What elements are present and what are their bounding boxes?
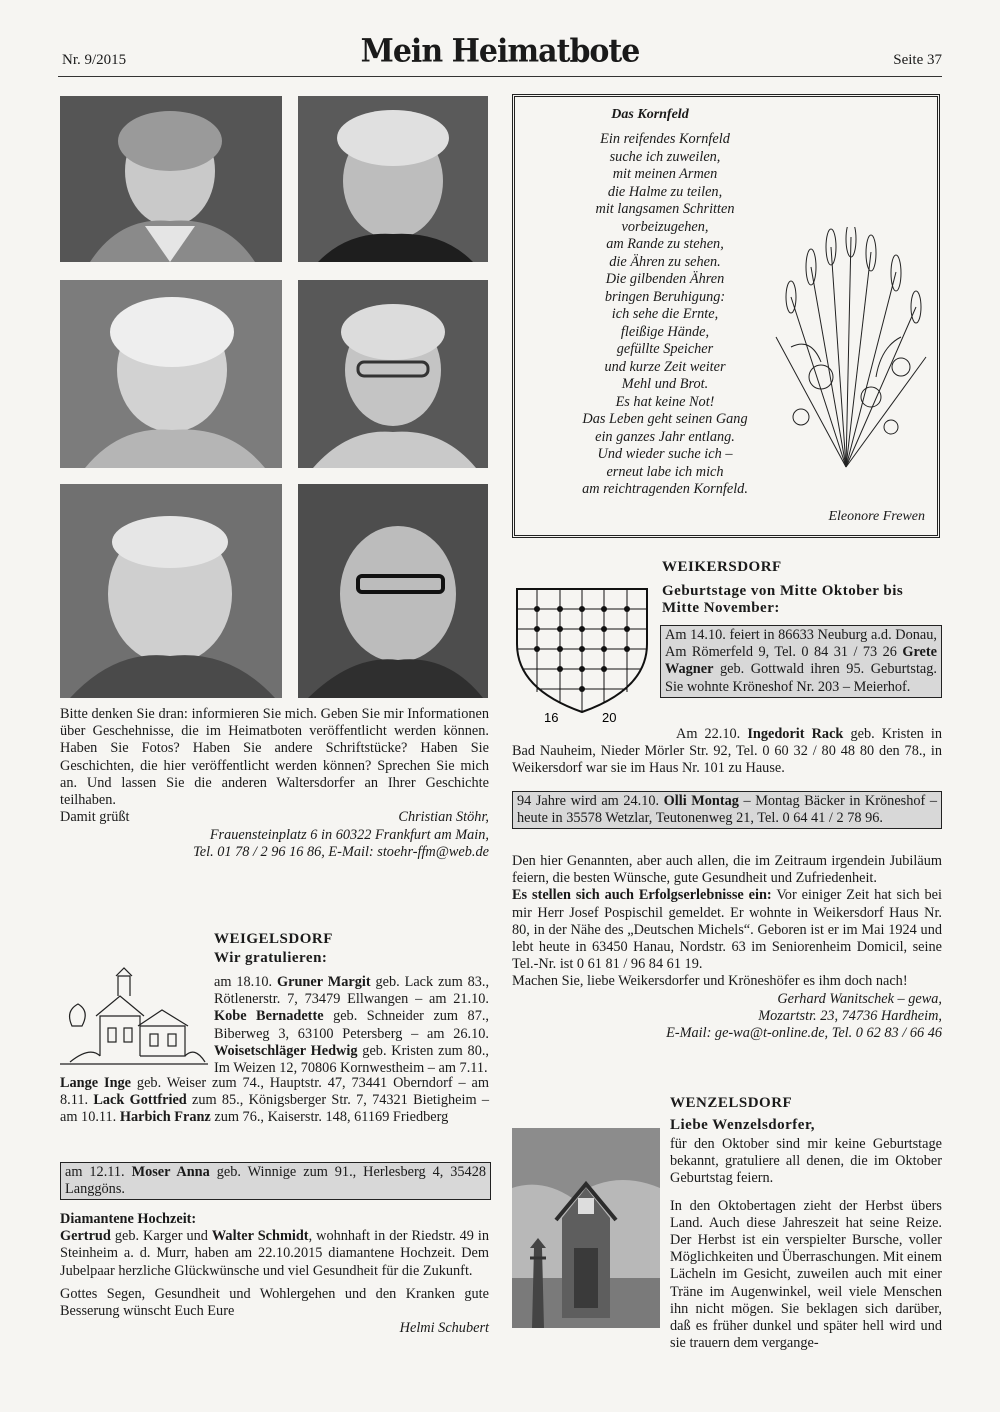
birthday-detail-6: zum 76., Kaiserstr. 148, 61169 Friedberg <box>214 1109 449 1126</box>
birthday-name-4: Lange Inge <box>60 1075 132 1091</box>
weikersdorf-title: WEIKERSDORF <box>662 559 782 575</box>
spouse-name-2: Walter Schmidt <box>211 1228 309 1245</box>
intro-closing: Damit grüßt <box>60 809 130 826</box>
poem-line: suche ich zuweilen, <box>609 148 721 165</box>
poem-line: ich sehe die Ernte, <box>611 306 719 322</box>
poem-box <box>512 94 940 538</box>
birthday-detail-1: geb. Lack zum 83., Rötlenerstr. 7, 73479 Ellwangen – am 21.10. <box>214 974 490 1008</box>
blessing-text: Gottes Segen, Gesundheit und Wohlergehen und den Kranken gute Besserung wünscht Euch Eure <box>60 1285 489 1320</box>
intro-paragraph: Bitte denken Sie dran: informieren Sie mich. Geben Sie mir Informationen über Geschehnisse, die im Heimatboten veröffentlicht werden können. Haben Sie Fotos? Haben Sie andere Schriftstücke? Haben Sie Geschichten, die hier veröffentlicht werden können? Sprechen Sie mich an. Und lassen Sie die anderen Waltersdorfer an Ihrer Geschichte teilhaben. <box>60 706 489 809</box>
poem-line: am reichtragenden Kornfeld. <box>582 481 748 497</box>
weikersdorf-signature-name: Gerhard Wanitschek – gewa, <box>777 990 942 1007</box>
highlight-2-intro: 94 Jahre wird am 24.10. <box>517 793 660 809</box>
wenzelsdorf-paragraph-2: In den Oktobertagen zieht der Herbst übers Land. Auch diese Jahreszeit hat seine Reize. Der Herbst ist ein verspielter Bursche, voller Möglichkeiten und Überraschungen. Mit einem Lächeln im Gesicht, zuweilen auch mit einer Träne im Augenwinkel, weil viele Menschen ihn nicht mögen. Sie beklagen sich darüber, daß es früher dunkel und später hell wird und sie trauern dem vergange- <box>670 1197 942 1352</box>
weikersdorf-highlight-box-1 <box>660 625 942 698</box>
birthday-name-6: Harbich Franz <box>119 1109 211 1126</box>
poem-title: Das Kornfeld <box>611 107 689 122</box>
spouse-name-1: Gertrud <box>60 1228 111 1245</box>
portrait-photo-2 <box>298 96 488 262</box>
weikersdorf-body <box>512 853 942 1042</box>
poem-line: Und wieder suche ich – <box>597 446 733 462</box>
portrait-photo-5 <box>60 484 282 698</box>
birthday-name-3: Woisetschläger Hedwig <box>214 1042 358 1059</box>
wenzelsdorf-paragraph-1: für den Oktober sind mir keine Geburtstage bekannt, gratuliere all denen, die im Oktober Geburtstag feiern. <box>670 1136 942 1187</box>
appeal-paragraph: Machen Sie, liebe Weikersdorfer und Kröneshöfer es ihm doch nach! <box>512 973 908 990</box>
poem-line: Mehl und Brot. <box>621 376 709 392</box>
diamond-wedding-section <box>60 1211 489 1337</box>
poem-line: mit meinen Armen <box>612 166 718 182</box>
wenzelsdorf-title: WENZELSDORF <box>670 1095 793 1111</box>
weigelsdorf-entries-cont <box>60 1075 489 1127</box>
poem-line: die Halme zu teilen, <box>607 183 723 200</box>
poem-line: Die gilbenden Ähren <box>605 271 725 287</box>
birthday-detail-5: zum 85., Königsberger Str. 7, 74321 Bietigheim – am 10.11. <box>60 1092 490 1126</box>
weigelsdorf-highlight-box <box>60 1162 491 1200</box>
p2-detail: geb. Kristen in Bad Nauheim, Nieder Mörler Str. 92, Tel. 0 60 32 / 80 48 80 den 78., in Weikersdorf war sie im Haus Nr. 101 zu Hause. <box>512 726 943 777</box>
weikersdorf-signature-address: Mozartstr. 23, 74736 Hardheim, <box>758 1007 942 1024</box>
weikersdorf-highlight-box-2 <box>512 791 942 829</box>
birthday-detail-4: geb. Weiser zum 74., Hauptstr. 47, 73441 Oberndorf – am 8.11. <box>60 1075 490 1109</box>
highlight-detail: geb. Winnige zum 91., Herlesberg 4, 35428 Langgöns. <box>65 1164 486 1198</box>
poem-line: und kurze Zeit weiter <box>604 358 726 375</box>
poem-line: vorbeizugehen, <box>621 218 709 235</box>
poem-author: Eleonore Frewen <box>828 509 925 524</box>
weigelsdorf-entries <box>60 974 489 1077</box>
poem-line: fleißige Hände, <box>620 323 710 340</box>
poem-line: gefüllte Speicher <box>616 341 714 357</box>
weikersdorf-signature-contact: E-Mail: ge-wa@t-online.de, Tel. 0 62 83 / 66 46 <box>666 1025 942 1042</box>
portrait-photo-1 <box>60 96 282 262</box>
birthday-name-5: Lack Gottfried <box>93 1092 187 1109</box>
diamond-wedding-detail: , wohnhaft in der Riedstr. 49 in Steinheim a. d. Murr, haben am 22.10.2015 diamantene Hochzeit. Dem Jubelpaar herzliche Glückwünsche und viel Gesundheit für die Zukunft. <box>60 1228 489 1279</box>
wenzelsdorf-subtitle: Liebe Wenzelsdorfer, <box>670 1117 815 1133</box>
birthday-detail-2: geb. Schneider zum 87., Biberweg 3, 63100 Petersberg – am 26.10. <box>214 1008 489 1042</box>
diamond-wedding-title: Diamantene Hochzeit: <box>60 1211 197 1227</box>
highlight-name: Moser Anna <box>131 1164 210 1180</box>
spouse-detail: geb. Karger und <box>114 1228 208 1245</box>
poem-line: Ein reifendes Kornfeld <box>600 131 730 147</box>
poem-line: die Ähren zu sehen. <box>609 253 721 270</box>
weigelsdorf-title: WEIGELSDORF <box>214 931 333 947</box>
p2-name: Ingedorit Rack <box>747 726 844 742</box>
portrait-photo-4 <box>298 280 488 468</box>
poem-line: erneut labe ich mich <box>606 463 724 480</box>
highlight-2-name: Olli Montag <box>663 793 739 809</box>
poem-line: am Rande zu stehen, <box>606 236 724 252</box>
weigelsdorf-subtitle: Wir gratulieren: <box>214 950 328 966</box>
highlight-1-name: Grete Wagner <box>665 644 937 678</box>
weikersdorf-crest <box>512 584 652 724</box>
weikersdorf-paragraph-2 <box>512 726 942 778</box>
birthday-name-1: Gruner Margit <box>277 974 371 990</box>
highlight-1-detail: geb. Gottwald ihren 95. Geburtstag. Sie wohnte Kröneshof Nr. 203 – Meierhof. <box>665 661 937 695</box>
p2-date: Am 22.10. <box>676 726 741 742</box>
poem-line: bringen Beruhigung: <box>604 288 726 305</box>
issue-number: Nr. 9/2015 <box>62 52 127 68</box>
success-heading: Es stellen sich auch Erfolgserlebnisse ein: <box>512 887 772 904</box>
crest-year-left: 16 <box>544 710 559 724</box>
weikersdorf-subtitle: Geburtstage von Mitte Oktober bis Mitte November: <box>662 583 904 616</box>
intro-section <box>60 706 489 861</box>
intro-signature-contact: Tel. 01 78 / 2 96 16 86, E-Mail: stoehr-ffm@web.de <box>193 843 489 860</box>
crest-year-right: 20 <box>602 710 617 724</box>
header-rule <box>58 76 942 77</box>
entry-date: am 18.10. <box>214 974 273 990</box>
birthday-name-2: Kobe Bernadette <box>214 1008 324 1025</box>
highlight-1-intro: Am 14.10. feiert in 86633 Neuburg a.d. Donau, Am Römerfeld 9, Tel. 0 84 31 / 73 26 <box>665 627 937 661</box>
masthead-title: Mein Heimatbote <box>360 33 640 70</box>
poem-line: ein ganzes Jahr entlang. <box>595 428 735 445</box>
poem-line: Das Leben geht seinen Gang <box>582 411 748 427</box>
success-detail: Vor einiger Zeit hat sich bei mir Herr Josef Pospischil gemeldet. Er wohnte in Weikersdorf Haus Nr. 80, in der Nähe des „Deutschen Michels“. Geboren ist er im Mai 1924 und lebt heute in 63450 Hanau, Nordstr. 63 im Seniorenheim Domicil, seine Tel.-Nr. ist 0 61 81 / 96 84 61 19. <box>512 887 942 973</box>
poem-line: Es hat keine Not! <box>615 393 715 410</box>
poem-line: mit langsamen Schritten <box>595 201 735 217</box>
wishes-paragraph: Den hier Genannten, aber auch allen, die im Zeitraum irgendein Jubiläum feiern, die besten Wünsche, gute Gesundheit und Zufriedenheit. <box>512 853 942 887</box>
portrait-photo-6 <box>298 484 488 698</box>
weigelsdorf-signature: Helmi Schubert <box>399 1320 489 1337</box>
portrait-photo-3 <box>60 280 282 468</box>
birthday-detail-3: geb. Kristen zum 80., Im Weizen 12, 70806 Kornwestheim – am 7.11. <box>214 1042 489 1077</box>
highlight-date: am 12.11. <box>65 1164 125 1180</box>
page-number: Seite 37 <box>893 52 942 68</box>
intro-signature-address: Frauensteinplatz 6 in 60322 Frankfurt am Main, <box>209 826 489 843</box>
chapel-photo <box>512 1128 660 1328</box>
intro-signature-name: Christian Stöhr, <box>398 809 489 826</box>
wenzelsdorf-body <box>670 1136 942 1352</box>
wheat-bouquet-drawing <box>751 227 941 477</box>
highlight-2-detail: – Montag Bäcker in Kröneshof – heute in 35578 Wetzlar, Teutonenweg 21, Tel. 0 64 41 / 2 78 96. <box>517 793 937 827</box>
